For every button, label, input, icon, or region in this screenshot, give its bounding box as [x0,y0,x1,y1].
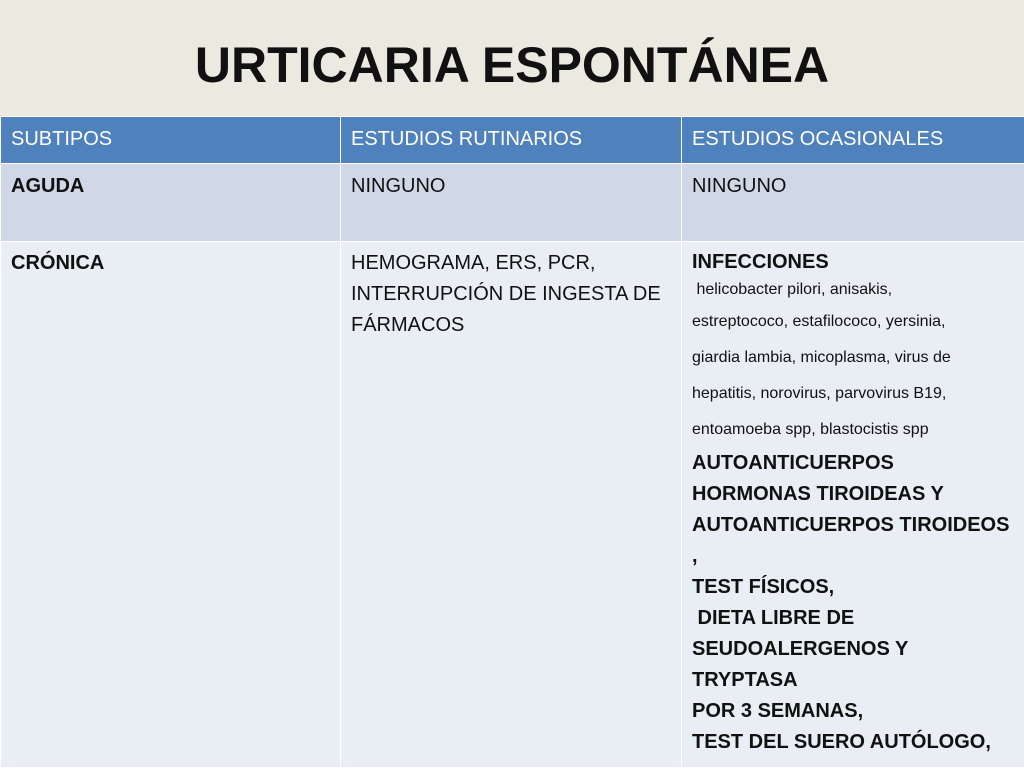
ocasionales-line: TEST DEL SUERO AUTÓLOGO, [692,731,991,753]
header-estudios-rutinarios: ESTUDIOS RUTINARIOS [341,117,682,164]
cell-ocasionales-cronica [682,242,1024,768]
cell-rutinarios-aguda: NINGUNO [341,164,682,242]
ocasionales-line: TEST FÍSICOS, [692,576,835,598]
header-estudios-ocasionales: ESTUDIOS OCASIONALES [682,117,1024,164]
slide-title: URTICARIA ESPONTÁNEA [194,37,830,93]
ocasionales-line: AUTOANTICUERPOS [692,452,894,474]
infecciones-line: estreptococo, estafilococo, yersinia, [692,313,946,330]
cell-rutinarios-cronica: HEMOGRAMA, ERS, PCR, INTERRUPCIÓN DE INGESTA DE FÁRMACOS [341,242,682,768]
infecciones-line: entoamoeba spp, blastocistis spp [692,421,929,438]
infecciones-line: helicobacter pilori, anisakis, [692,281,893,298]
ocasionales-line: SEUDOALERGENOS Y TRYPTASA [692,638,908,691]
ocasionales-line: DIETA LIBRE DE [692,607,855,629]
infecciones-line: giardia lambia, micoplasma, virus de [692,349,951,366]
ocasionales-line: POR 3 SEMANAS, [692,700,864,722]
cell-ocasionales-aguda: NINGUNO [682,164,1024,242]
ocasionales-line: HORMONAS TIROIDEAS Y [692,483,944,505]
ocasionales-line: AUTOANTICUERPOS TIROIDEOS , [692,514,1010,567]
table-row-aguda [1,164,1024,242]
table-header-row [1,117,1024,164]
cell-subtipo-aguda: AGUDA [1,164,341,242]
infecciones-heading: INFECCIONES [692,251,829,273]
infecciones-line: hepatitis, norovirus, parvovirus B19, [692,385,947,402]
cell-subtipo-cronica: CRÓNICA [1,242,341,768]
header-subtipos: SUBTIPOS [1,117,341,164]
table-row-cronica [1,242,1024,768]
studies-table [0,116,1024,768]
